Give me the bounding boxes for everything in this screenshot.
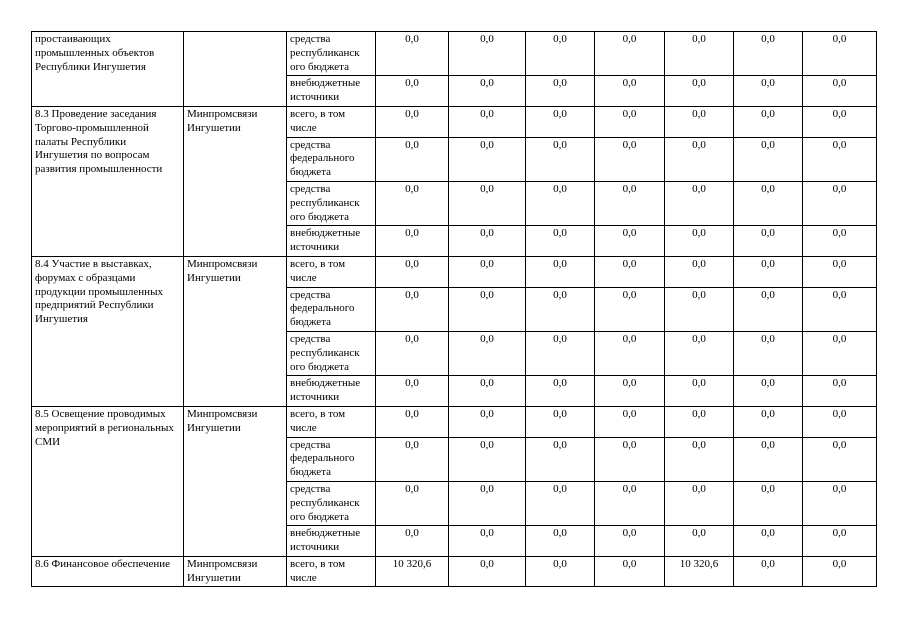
funding-source-cell: внебюджетные источники xyxy=(287,226,376,257)
amount-cell: 0,0 xyxy=(734,256,803,287)
amount-cell: 0,0 xyxy=(376,437,449,481)
amount-cell: 0,0 xyxy=(665,76,734,107)
amount-cell: 0,0 xyxy=(595,106,665,137)
amount-cell: 0,0 xyxy=(526,106,595,137)
table-row xyxy=(32,556,877,587)
amount-cell: 0,0 xyxy=(526,556,595,587)
amount-cell: 0,0 xyxy=(595,76,665,107)
amount-cell: 0,0 xyxy=(449,406,526,437)
executor-cell: Минпромсвязи Ингушетии xyxy=(184,406,287,556)
amount-cell: 0,0 xyxy=(734,106,803,137)
amount-cell: 0,0 xyxy=(526,226,595,257)
amount-cell: 0,0 xyxy=(526,181,595,225)
activity-name-cell: 8.5 Освещение проводимых мероприятий в региональных СМИ xyxy=(32,406,184,556)
budget-table xyxy=(31,31,877,587)
amount-cell: 0,0 xyxy=(376,526,449,557)
amount-cell: 0,0 xyxy=(734,406,803,437)
amount-cell: 0,0 xyxy=(449,526,526,557)
amount-cell: 0,0 xyxy=(376,287,449,331)
funding-source-cell: средства республиканск ого бюджета xyxy=(287,331,376,375)
amount-cell: 0,0 xyxy=(734,32,803,76)
funding-source-cell: средства федерального бюджета xyxy=(287,137,376,181)
amount-cell: 0,0 xyxy=(595,406,665,437)
amount-cell: 0,0 xyxy=(595,181,665,225)
funding-source-cell: внебюджетные источники xyxy=(287,76,376,107)
executor-cell xyxy=(184,32,287,107)
amount-cell: 0,0 xyxy=(734,376,803,407)
amount-cell: 0,0 xyxy=(665,526,734,557)
amount-cell: 0,0 xyxy=(734,556,803,587)
funding-source-cell: всего, в том числе xyxy=(287,406,376,437)
amount-cell: 0,0 xyxy=(526,437,595,481)
amount-cell: 0,0 xyxy=(376,481,449,525)
amount-cell: 0,0 xyxy=(803,181,877,225)
amount-cell: 0,0 xyxy=(665,256,734,287)
amount-cell: 0,0 xyxy=(376,32,449,76)
amount-cell: 0,0 xyxy=(449,556,526,587)
amount-cell: 0,0 xyxy=(595,226,665,257)
executor-cell: Минпромсвязи Ингушетии xyxy=(184,106,287,256)
amount-cell: 0,0 xyxy=(449,331,526,375)
amount-cell: 0,0 xyxy=(595,287,665,331)
amount-cell: 0,0 xyxy=(734,226,803,257)
funding-source-cell: всего, в том числе xyxy=(287,256,376,287)
activity-name-cell: 8.6 Финансовое обеспечение xyxy=(32,556,184,587)
amount-cell: 0,0 xyxy=(526,526,595,557)
amount-cell: 0,0 xyxy=(376,76,449,107)
amount-cell: 0,0 xyxy=(803,32,877,76)
amount-cell: 0,0 xyxy=(595,481,665,525)
amount-cell: 0,0 xyxy=(376,137,449,181)
funding-source-cell: средства федерального бюджета xyxy=(287,437,376,481)
amount-cell: 0,0 xyxy=(376,226,449,257)
amount-cell: 0,0 xyxy=(526,406,595,437)
amount-cell: 0,0 xyxy=(595,331,665,375)
amount-cell: 0,0 xyxy=(449,106,526,137)
funding-source-cell: всего, в том числе xyxy=(287,556,376,587)
amount-cell: 0,0 xyxy=(595,376,665,407)
amount-cell: 0,0 xyxy=(526,256,595,287)
amount-cell: 0,0 xyxy=(376,181,449,225)
amount-cell: 0,0 xyxy=(803,287,877,331)
amount-cell: 0,0 xyxy=(665,106,734,137)
funding-source-cell: средства республиканск ого бюджета xyxy=(287,181,376,225)
funding-source-cell: всего, в том числе xyxy=(287,106,376,137)
funding-source-cell: средства республиканск ого бюджета xyxy=(287,481,376,525)
amount-cell: 10 320,6 xyxy=(376,556,449,587)
amount-cell: 0,0 xyxy=(665,437,734,481)
executor-cell: Минпромсвязи Ингушетии xyxy=(184,556,287,587)
amount-cell: 0,0 xyxy=(734,481,803,525)
amount-cell: 0,0 xyxy=(449,437,526,481)
amount-cell: 0,0 xyxy=(526,137,595,181)
table-body xyxy=(32,32,877,587)
amount-cell: 0,0 xyxy=(665,406,734,437)
amount-cell: 0,0 xyxy=(449,481,526,525)
amount-cell: 0,0 xyxy=(803,437,877,481)
activity-name-cell: 8.4 Участие в выставках, форумах с образцами продукции промышленных предприятий Республики Ингушетия xyxy=(32,256,184,406)
table-row xyxy=(32,32,877,76)
activity-name-cell: 8.3 Проведение заседания Торгово-промышленной палаты Республики Ингушетия по вопросам развития промышленности xyxy=(32,106,184,256)
amount-cell: 0,0 xyxy=(665,137,734,181)
amount-cell: 0,0 xyxy=(665,287,734,331)
amount-cell: 0,0 xyxy=(803,256,877,287)
amount-cell: 0,0 xyxy=(376,376,449,407)
amount-cell: 0,0 xyxy=(376,406,449,437)
table-row xyxy=(32,256,877,287)
funding-source-cell: внебюджетные источники xyxy=(287,526,376,557)
amount-cell: 0,0 xyxy=(734,331,803,375)
amount-cell: 0,0 xyxy=(526,376,595,407)
amount-cell: 0,0 xyxy=(734,137,803,181)
activity-name-cell: простаивающих промышленных объектов Республики Ингушетия xyxy=(32,32,184,107)
funding-source-cell: средства республиканск ого бюджета xyxy=(287,32,376,76)
amount-cell: 0,0 xyxy=(803,106,877,137)
amount-cell: 0,0 xyxy=(449,76,526,107)
amount-cell: 0,0 xyxy=(665,181,734,225)
amount-cell: 0,0 xyxy=(526,481,595,525)
amount-cell: 0,0 xyxy=(376,106,449,137)
amount-cell: 0,0 xyxy=(803,376,877,407)
amount-cell: 0,0 xyxy=(526,331,595,375)
amount-cell: 0,0 xyxy=(595,32,665,76)
amount-cell: 0,0 xyxy=(734,437,803,481)
amount-cell: 0,0 xyxy=(595,137,665,181)
amount-cell: 0,0 xyxy=(526,287,595,331)
amount-cell: 10 320,6 xyxy=(665,556,734,587)
table-row xyxy=(32,406,877,437)
amount-cell: 0,0 xyxy=(734,287,803,331)
amount-cell: 0,0 xyxy=(803,481,877,525)
amount-cell: 0,0 xyxy=(449,287,526,331)
amount-cell: 0,0 xyxy=(449,226,526,257)
amount-cell: 0,0 xyxy=(803,556,877,587)
amount-cell: 0,0 xyxy=(595,526,665,557)
amount-cell: 0,0 xyxy=(665,226,734,257)
amount-cell: 0,0 xyxy=(803,406,877,437)
amount-cell: 0,0 xyxy=(449,137,526,181)
amount-cell: 0,0 xyxy=(449,256,526,287)
amount-cell: 0,0 xyxy=(803,76,877,107)
amount-cell: 0,0 xyxy=(734,526,803,557)
amount-cell: 0,0 xyxy=(803,526,877,557)
amount-cell: 0,0 xyxy=(595,256,665,287)
amount-cell: 0,0 xyxy=(803,137,877,181)
executor-cell: Минпромсвязи Ингушетии xyxy=(184,256,287,406)
amount-cell: 0,0 xyxy=(665,32,734,76)
amount-cell: 0,0 xyxy=(803,226,877,257)
amount-cell: 0,0 xyxy=(665,376,734,407)
amount-cell: 0,0 xyxy=(595,556,665,587)
amount-cell: 0,0 xyxy=(526,76,595,107)
amount-cell: 0,0 xyxy=(665,331,734,375)
funding-source-cell: средства федерального бюджета xyxy=(287,287,376,331)
funding-source-cell: внебюджетные источники xyxy=(287,376,376,407)
amount-cell: 0,0 xyxy=(734,76,803,107)
amount-cell: 0,0 xyxy=(449,181,526,225)
amount-cell: 0,0 xyxy=(734,181,803,225)
amount-cell: 0,0 xyxy=(449,376,526,407)
amount-cell: 0,0 xyxy=(376,256,449,287)
amount-cell: 0,0 xyxy=(595,437,665,481)
amount-cell: 0,0 xyxy=(376,331,449,375)
amount-cell: 0,0 xyxy=(526,32,595,76)
amount-cell: 0,0 xyxy=(803,331,877,375)
table-row xyxy=(32,106,877,137)
amount-cell: 0,0 xyxy=(665,481,734,525)
amount-cell: 0,0 xyxy=(449,32,526,76)
